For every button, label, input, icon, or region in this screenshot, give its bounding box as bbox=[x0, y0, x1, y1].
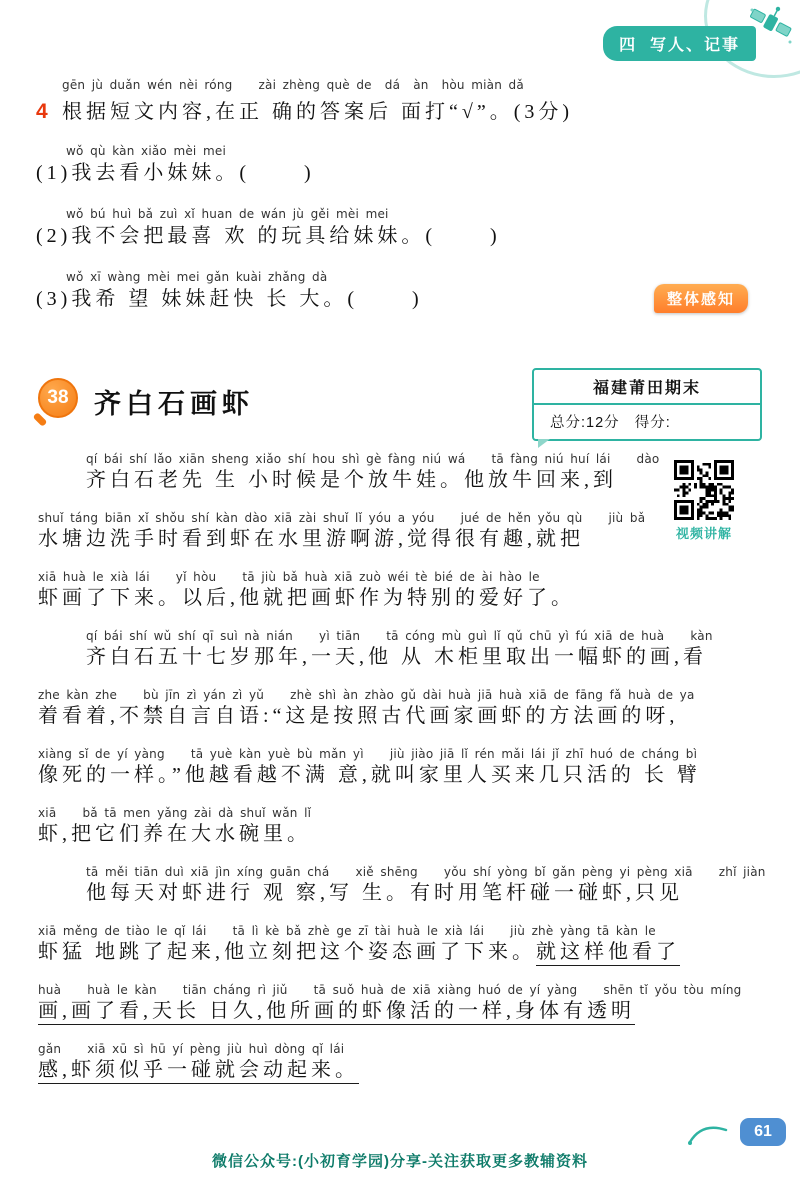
passage-line-6 bbox=[38, 747, 760, 789]
passage-line-10 bbox=[38, 983, 760, 1025]
passage-line-5 bbox=[38, 688, 760, 730]
underlined-sentence: 就这样他看了 bbox=[536, 941, 680, 966]
qr-label: 视频讲解 bbox=[675, 526, 732, 541]
skill-badge: 整体感知 bbox=[654, 284, 748, 313]
line-pinyin: xiā měng de tiào le qǐ lái tā lì kè bǎ zhè ge zī tài huà le xià lái jiù zhè yàng tā kàn le bbox=[38, 924, 656, 938]
text-segment: 虾猛 地跳了起来,他立刻把这个姿态画了下来。 bbox=[38, 941, 536, 963]
line-pinyin: gǎn xiā xū sì hū yí pèng jiù huì dòng qǐ lái bbox=[38, 1042, 345, 1056]
passage-line-7 bbox=[38, 806, 760, 848]
line-pinyin: xiàng sǐ de yí yàng tā yuè kàn yuè bù mǎn yì jiù jiào jiā lǐ rén mǎi lái jǐ zhī huó de cháng bì bbox=[38, 747, 698, 761]
line-pinyin: xiā bǎ tā men yǎng zài dà shuǐ wǎn lǐ bbox=[38, 806, 312, 820]
question-text: 根据短文内容,在正 确的答案后 面打“√”。(3分) bbox=[62, 101, 574, 123]
text-segment: 齐白石五十七岁那年,一天,他 从 木柜里取出一幅虾的画,看 bbox=[86, 646, 707, 668]
line-text bbox=[38, 998, 760, 1025]
section-header bbox=[34, 378, 254, 424]
page-number: 61 bbox=[740, 1118, 786, 1146]
question-item-1 bbox=[36, 144, 776, 187]
score-line: 总分:12分 得分: bbox=[550, 415, 671, 431]
passage-line-9 bbox=[38, 924, 760, 966]
section-title: 齐白石画虾 bbox=[94, 388, 254, 419]
score-box bbox=[532, 368, 762, 441]
passage-line-2 bbox=[38, 511, 760, 553]
underlined-sentence: 画,画了看,天长 日久,他所画的虾像活的一样,身体有透明 bbox=[38, 1000, 635, 1025]
passage-line-11 bbox=[38, 1042, 760, 1084]
line-pinyin: shuǐ táng biān xǐ shǒu shí kàn dào xiā zài shuǐ lǐ yóu a yóu jué de hěn yǒu qù jiù bǎ bbox=[38, 511, 646, 525]
line-text bbox=[38, 1057, 760, 1084]
text-segment: 水塘边洗手时看到虾在水里游啊游,觉得很有趣,就把 bbox=[38, 528, 584, 550]
line-text bbox=[38, 703, 760, 730]
item-text: (2)我不会把最喜 欢 的玩具给妹妹。( ) bbox=[36, 225, 501, 247]
question-4-block bbox=[36, 78, 776, 313]
line-pinyin: qí bái shí wǔ shí qī suì nà nián yì tiān tā cóng mù guì lǐ qǔ chū yì fú xiā de huà kàn bbox=[86, 629, 713, 643]
item-pinyin: wǒ qù kàn xiǎo mèi mei bbox=[66, 144, 226, 158]
question-item-2 bbox=[36, 207, 776, 250]
footer-promo: 微信公众号:(小初育学园)分享-关注获取更多教辅资料 bbox=[212, 1153, 588, 1170]
question-pinyin: gēn jù duǎn wén nèi róng zài zhèng què de dá àn hòu miàn dǎ bbox=[62, 78, 524, 92]
item-pinyin: wǒ bú huì bǎ zuì xǐ huan de wán jù gěi mèi mei bbox=[66, 207, 389, 221]
question-head bbox=[36, 95, 776, 124]
line-text bbox=[38, 526, 760, 553]
line-text bbox=[38, 821, 760, 848]
line-pinyin: huà huà le kàn tiān cháng rì jiǔ tā suǒ huà de xiā xiàng huó de yí yàng shēn tǐ yǒu tòu míng bbox=[38, 983, 742, 997]
line-pinyin: qí bái shí lǎo xiān sheng xiǎo shí hou shì gè fàng niú wá tā fàng niú huí lái dào bbox=[86, 452, 660, 466]
question-number: 4 bbox=[36, 100, 48, 123]
line-text bbox=[86, 467, 760, 494]
section-number: 38 bbox=[38, 378, 78, 418]
item-pinyin: wǒ xī wàng mèi mei gǎn kuài zhǎng dà bbox=[66, 270, 328, 284]
line-text bbox=[38, 762, 760, 789]
passage bbox=[38, 452, 766, 1101]
text-segment: 着看着,不禁自言自语:“这是按照古代画家画虾的方法画的呀, bbox=[38, 705, 679, 727]
magnifier-handle bbox=[33, 412, 48, 427]
exam-source: 福建莆田期末 bbox=[534, 370, 760, 405]
underlined-sentence: 感,虾须似乎一碰就会动起来。 bbox=[38, 1059, 359, 1084]
item-text: (3)我希 望 妹妹赶快 长 大。( ) bbox=[36, 288, 423, 310]
item-text: (1)我去看小妹妹。( ) bbox=[36, 162, 315, 184]
text-segment: 虾,把它们养在大水碗里。 bbox=[38, 823, 311, 845]
text-segment: 齐白石老先 生 小时候是个放牛娃。他放牛回来,到 bbox=[86, 469, 617, 491]
line-text bbox=[38, 939, 760, 966]
text-segment: 虾画了下来。以后,他就把画虾作为特别的爱好了。 bbox=[38, 587, 575, 609]
passage-line-8 bbox=[38, 865, 766, 907]
passage-line-4 bbox=[38, 629, 760, 671]
line-text bbox=[86, 880, 760, 907]
passage-line-1 bbox=[38, 452, 760, 494]
line-text bbox=[86, 644, 760, 671]
passage-line-3 bbox=[38, 570, 760, 612]
line-pinyin: zhe kàn zhe bù jīn zì yán zì yǔ zhè shì àn zhào gǔ dài huà jiā huà xiā de fāng fǎ huà de ya bbox=[38, 688, 695, 702]
line-pinyin: xiā huà le xià lái yǐ hòu tā jiù bǎ huà xiā zuò wéi tè bié de ài hào le bbox=[38, 570, 540, 584]
line-pinyin: tā měi tiān duì xiā jìn xíng guān chá xiě shēng yǒu shí yòng bǐ gǎn pèng yi pèng xiā zhǐ jiàn bbox=[86, 865, 766, 879]
text-segment: 他每天对虾进行 观 察,写 生。有时用笔杆碰一碰虾,只见 bbox=[86, 882, 683, 904]
text-segment: 像死的一样。”他越看越不满 意,就叫家里人买来几只活的 长 臂 bbox=[38, 764, 701, 786]
magnifier-icon bbox=[34, 378, 80, 424]
footer-swoosh-icon bbox=[686, 1118, 732, 1148]
unit-tab: 四 写人、记事 bbox=[603, 26, 756, 61]
line-text bbox=[38, 585, 760, 612]
